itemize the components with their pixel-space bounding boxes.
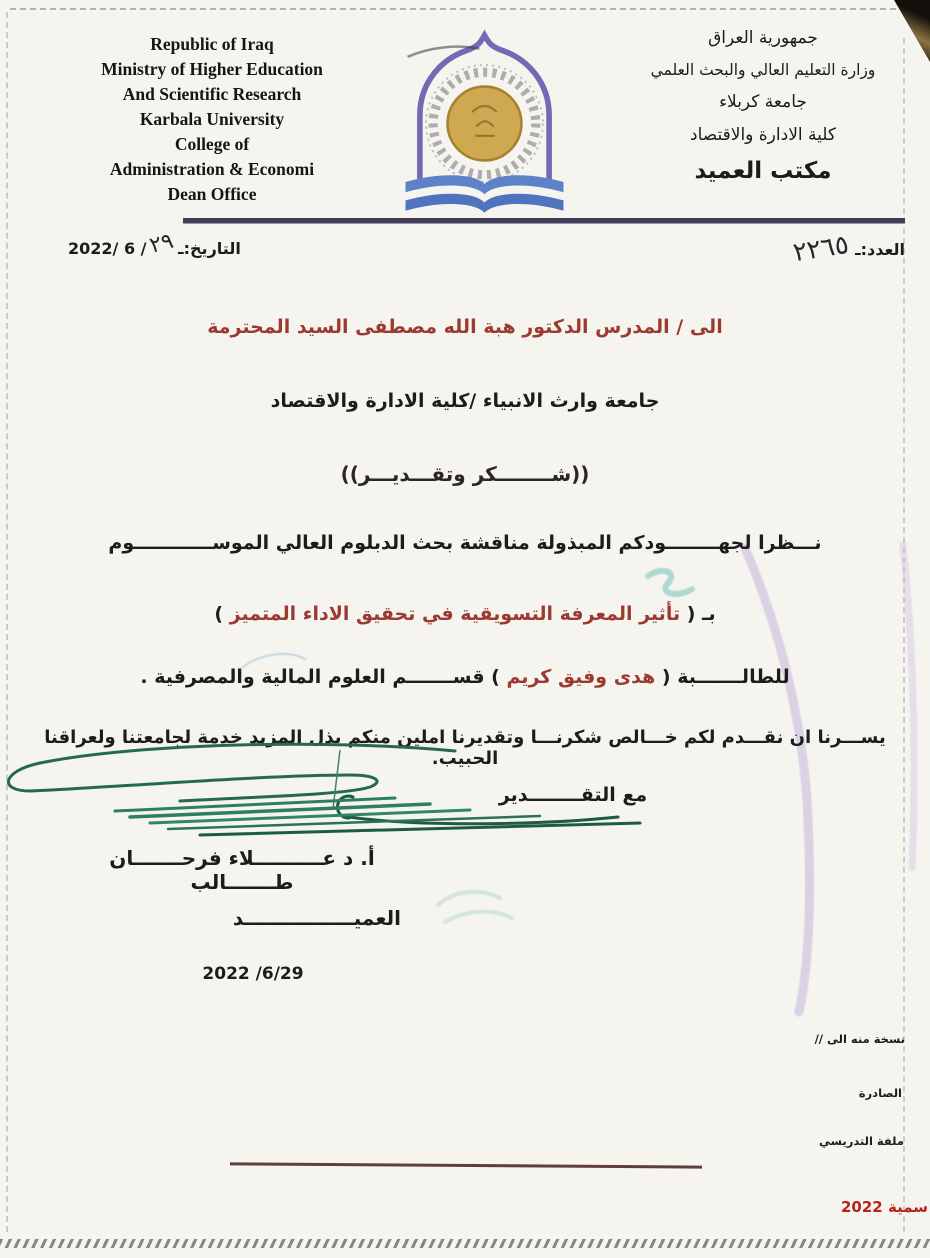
logo-gold-medallion <box>448 87 522 161</box>
university-logo <box>385 28 585 218</box>
date-handwritten-day: ٢٩ <box>146 228 176 259</box>
file-line: ملفة التدريسي <box>819 1134 904 1148</box>
header-english-line: Ministry of Higher Education <box>101 59 323 79</box>
dean-signature <box>0 735 660 855</box>
number-label: العدد:ـ <box>855 239 905 259</box>
reference-number <box>791 229 905 269</box>
body-paragraph-1: نـــظرا لجهــــــــودكم المبذولة مناقشة بحث الدبلوم العالي الموســــــــــــوم <box>108 532 822 554</box>
date-label: التاريخ:ـ <box>178 239 241 258</box>
closing-regards: مع التقــــــــدير <box>498 784 648 806</box>
thesis-prefix: بـ ( <box>680 603 716 625</box>
year-stamp: سمية 2022 <box>841 1198 928 1216</box>
header-english <box>28 32 396 207</box>
body-paragraph-2: يســـرنا ان نقـــدم لكم خـــالص شكرنـــا وتقديرنا املين منكم بذل المزيد خدمة لجامعتنا ولعراقنا الحبيب. <box>44 727 886 769</box>
copy-to-line: نسخة منه الى // <box>814 1032 905 1046</box>
header-arabic-dean-office: مكتب العميد <box>694 158 832 184</box>
signature-date: 2022 /6/29 <box>202 964 304 984</box>
header-arabic-line: جمهورية العراق <box>708 28 818 48</box>
logo-open-book-top <box>406 175 564 194</box>
student-name: هدى وفيق كريم <box>506 666 656 688</box>
signer-name: أ. د عــــــــــلاء فرحـــــــان طـــــــالب <box>109 846 375 894</box>
header-english-line: Republic of Iraq <box>150 34 274 54</box>
header-arabic-line: كلية الادارة والاقتصاد <box>690 125 836 145</box>
addressee-university-line: جامعة وارث الانبياء /كلية الادارة والاقتصاد <box>270 390 660 412</box>
thesis-suffix: ) <box>214 603 230 625</box>
header-arabic-line: جامعة كربلاء <box>719 92 807 112</box>
logo-open-book-bottom <box>406 194 564 213</box>
header-divider-rule <box>183 218 905 223</box>
header-english-line: And Scientific Research <box>122 84 302 104</box>
header-arabic <box>612 28 914 184</box>
header-english-line: College of <box>174 134 250 154</box>
outgoing-line: الصادرة <box>858 1086 902 1100</box>
thesis-title-line <box>0 603 930 625</box>
header-english-line: Karbala University <box>139 109 285 129</box>
date-printed: / 6 /2022 <box>68 239 147 258</box>
student-suffix: ) قســـــــم العلوم المالية والمصرفية . <box>140 666 507 688</box>
signer-title: العميــــــــــــــــد <box>232 906 401 930</box>
number-handwritten-value: ٢٢٦٥ <box>791 229 852 269</box>
thesis-title: تأثير المعرفة التسويقية في تحقيق الاداء المتميز <box>229 603 681 625</box>
student-line <box>0 666 930 688</box>
header-english-line: Dean Office <box>167 184 257 204</box>
header-english-line: Administration & Economi <box>109 159 315 179</box>
addressee-line: الى / المدرس الدكتور هبة الله مصطفى السيد المحترمة <box>207 316 723 338</box>
reference-date <box>68 228 241 261</box>
student-prefix: للطالـــــــبة ( <box>655 666 790 688</box>
subject-line: ((شــــــــكر وتقـــديـــر)) <box>340 462 590 486</box>
header-arabic-line: وزارة التعليم العالي والبحث العلمي <box>650 61 876 79</box>
